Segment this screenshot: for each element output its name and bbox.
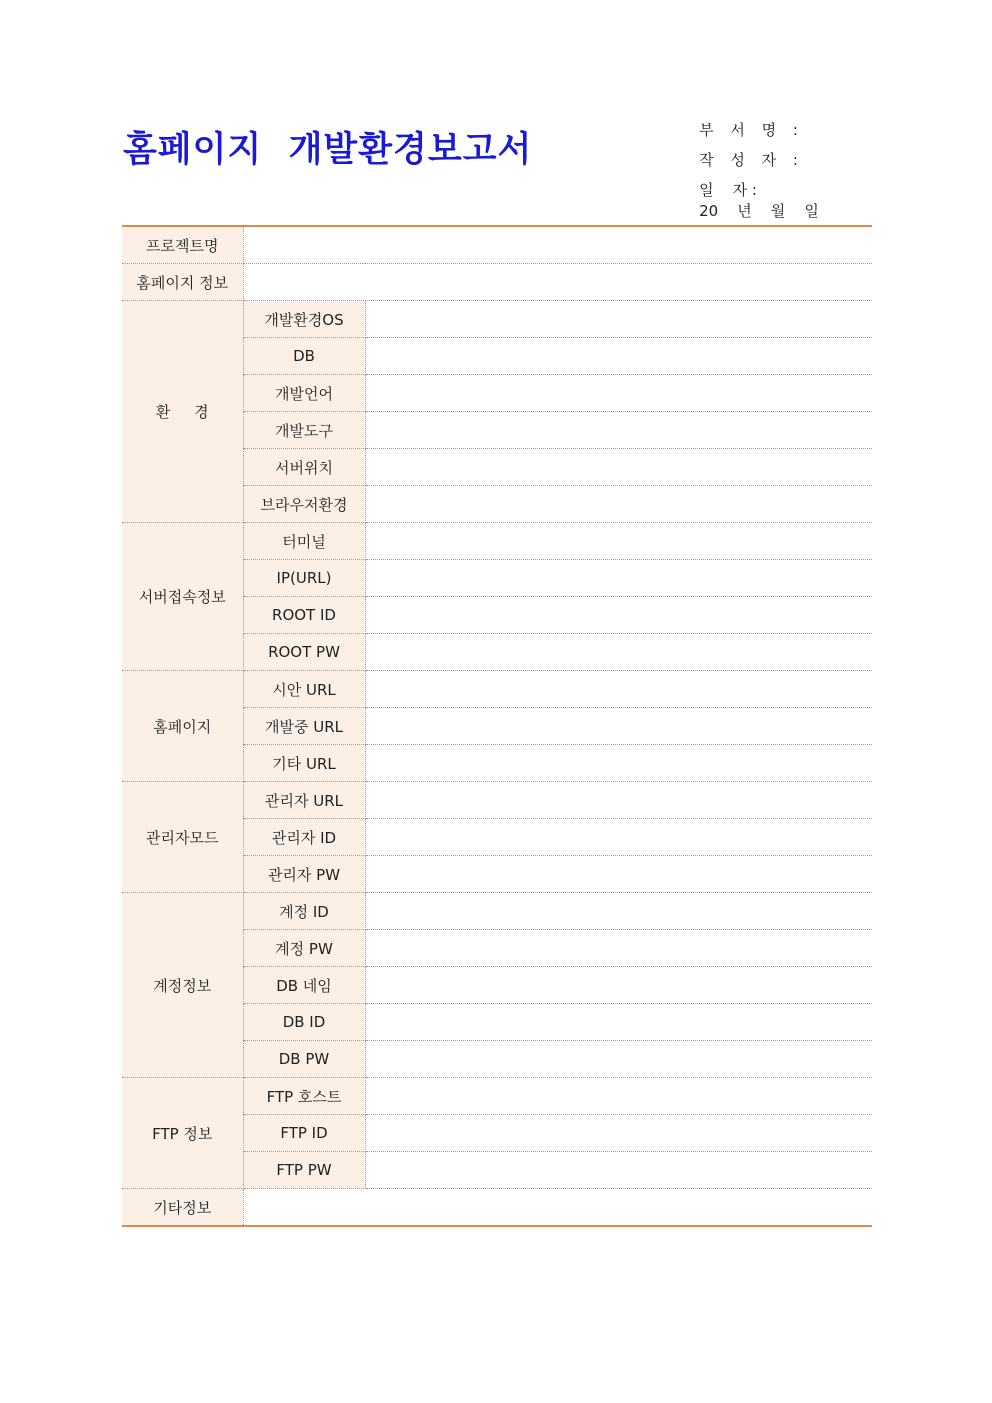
etc-label: 기타정보 [122,1189,243,1227]
author-label: 작 성 자 : [699,151,804,169]
field-value[interactable] [365,708,872,745]
table-row [122,671,872,708]
dev-environment-table [122,225,872,1227]
field-label: 개발도구 [243,412,365,449]
table-row [122,226,872,264]
department-row [680,101,804,139]
project-name-value[interactable] [243,226,872,264]
admin-group-label: 관리자모드 [122,782,243,893]
table-row [122,893,872,930]
field-label: DB PW [243,1041,365,1078]
date-value: 20 년 월 일 [699,202,819,220]
table-row [122,1189,872,1227]
field-label: 개발중 URL [243,708,365,745]
table-row [122,1078,872,1115]
field-value[interactable] [365,486,872,523]
server-group-label: 서버접속정보 [122,523,243,671]
field-label: ROOT PW [243,634,365,671]
field-label: 브라우저환경 [243,486,365,523]
field-value[interactable] [365,338,872,375]
field-label: 기타 URL [243,745,365,782]
field-label: DB [243,338,365,375]
field-label: ROOT ID [243,597,365,634]
field-label: DB ID [243,1004,365,1041]
table-row [122,264,872,301]
document-title: 홈페이지 개발환경보고서 [123,130,533,170]
field-value[interactable] [365,745,872,782]
field-label: 관리자 URL [243,782,365,819]
field-value[interactable] [365,1004,872,1041]
field-label: FTP PW [243,1152,365,1189]
field-value[interactable] [365,634,872,671]
field-value[interactable] [365,412,872,449]
field-label: 개발언어 [243,375,365,412]
field-value[interactable] [365,1041,872,1078]
field-label: 터미널 [243,523,365,560]
table-row [122,523,872,560]
ftp-group-label: FTP 정보 [122,1078,243,1189]
field-label: 개발환경OS [243,301,365,338]
field-value[interactable] [365,1078,872,1115]
field-value[interactable] [365,375,872,412]
field-value[interactable] [365,523,872,560]
field-label: 계정 PW [243,930,365,967]
field-value[interactable] [365,560,872,597]
homepage-info-label: 홈페이지 정보 [122,264,243,301]
author-row [680,131,804,169]
field-value[interactable] [365,930,872,967]
table-row [122,782,872,819]
field-value[interactable] [365,1152,872,1189]
field-value[interactable] [365,819,872,856]
field-label: FTP 호스트 [243,1078,365,1115]
account-group-label: 계정정보 [122,893,243,1078]
field-value[interactable] [365,301,872,338]
field-value[interactable] [365,856,872,893]
homepage-group-label: 홈페이지 [122,671,243,782]
field-label: IP(URL) [243,560,365,597]
field-value[interactable] [365,597,872,634]
field-value[interactable] [365,671,872,708]
etc-value[interactable] [243,1189,872,1227]
date-label: 일 자 : [699,181,757,199]
field-label: 서버위치 [243,449,365,486]
field-label: 시안 URL [243,671,365,708]
project-name-label: 프로젝트명 [122,226,243,264]
field-value[interactable] [365,1115,872,1152]
field-value[interactable] [365,893,872,930]
department-label: 부 서 명 : [699,121,804,139]
field-label: 관리자 PW [243,856,365,893]
field-label: 계정 ID [243,893,365,930]
date-row [680,161,819,220]
field-label: 관리자 ID [243,819,365,856]
field-value[interactable] [365,449,872,486]
field-value[interactable] [365,967,872,1004]
field-value[interactable] [365,782,872,819]
homepage-info-value[interactable] [243,264,872,301]
field-label: DB 네임 [243,967,365,1004]
env-group-label: 환 경 [122,301,243,523]
table-row [122,301,872,338]
field-label: FTP ID [243,1115,365,1152]
